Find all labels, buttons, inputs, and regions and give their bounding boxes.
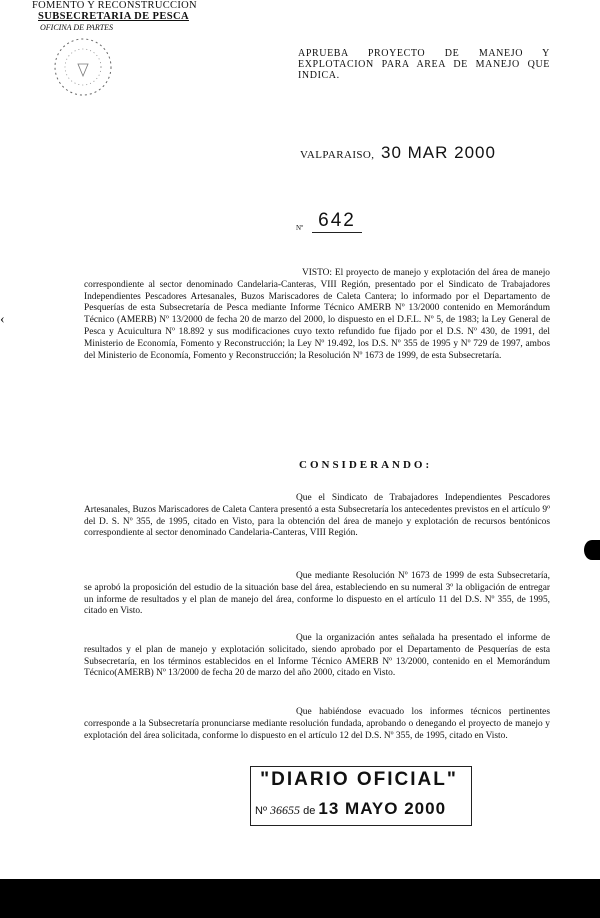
ministry-header: FOMENTO Y RECONSTRUCCION <box>32 0 197 11</box>
stamp-publication-line <box>255 799 446 819</box>
margin-mark: ‹ <box>0 312 5 327</box>
stamp-number: 36655 <box>270 803 301 817</box>
considerando-heading: CONSIDERANDO: <box>299 459 433 471</box>
official-seal-icon <box>48 34 118 100</box>
considerando-paragraph-1: Que el Sindicato de Trabajadores Independientes Pescadores Artesanales, Buzos Mariscadores de Caleta Cantera presentó a esta Subsecretaría los antecedentes previstos en el artículo 9º del D. S. Nº 355, de 1995, citado en Visto, para la obtención del área de manejo y explotación de recursos bentónicos correspondiente al sector denominado Candelaria-Canteras, VIII Región. <box>84 493 550 539</box>
considerando-paragraph-2: Que mediante Resolución Nº 1673 de 1999 de esta Subsecretaría, se aprobó la proposición del estudio de la situación base del área, estableciendo en su numeral 3º la obligación de entregar un informe de resultados y el plan de manejo del área, conforme lo dispuesto en el artículo 11 del D.S. Nº 355, de 1995, citado en Visto. <box>84 571 550 617</box>
stamp-de: de <box>303 805 316 817</box>
resolution-number: 642 <box>312 210 362 233</box>
place-label: VALPARAISO, <box>300 149 375 161</box>
stamp-title: "DIARIO OFICIAL" <box>260 769 458 790</box>
resolution-summary: APRUEBA PROYECTO DE MANEJO Y EXPLOTACION PARA AREA DE MANEJO QUE INDICA. <box>298 48 550 81</box>
visto-paragraph: VISTO: El proyecto de manejo y explotación del área de manejo correspondiente al sector denominado Candelaria-Canteras, VIII Región, presentado por el Sindicato de Trabajadores Independientes Pescadores Artesanales, Buzos Mariscadores de Caleta Cantera; lo informado por el Departamento de Pesquerías de esta Subsecretaría de Pesca mediante Informe Técnico AMERB Nº 13/2000 contenido en Memorándum Técnico (AMERB) Nº 13/2000 de fecha 20 de marzo del 2000, lo dispuesto en el D.F.L. Nº 5, de 1983; la Ley General de Pesca y Acuicultura Nº 18.892 y sus modificaciones cuyo texto refundido fue fijado por el D.S. Nº 430, de 1991, del Ministerio de Economía, Fomento y Reconstrucción; la Ley Nº 19.492, los D.S. Nº 355 de 1995 y Nº 729 de 1997, ambos del Ministerio de Economía, Fomento y Reconstrucción; la Resolución Nº 1673 de 1999, de esta Subsecretaría. <box>84 268 550 361</box>
number-label: Nº <box>296 224 304 232</box>
considerando-paragraph-4: Que habiéndose evacuado los informes técnicos pertinentes corresponde a la Subsecretaría pronunciarse mediante resolución fundada, aprobando o denegando el proyecto de manejo y explotación del área solicitada, conforme lo dispuesto en el artículo 12 del D.S. Nº 355, de 1995, citado en Visto. <box>84 707 550 741</box>
considerando-paragraph-3: Que la organización antes señalada ha presentado el informe de resultados y el plan de manejo y explotación solicitado, siendo aprobado por el Departamento de Pesquerías de esta Subsecretaría, en los términos establecidos en el Informe Técnico AMERB Nº 13/2000, contenido en el Memorándum Técnico(AMERB) Nº 13/2000 de fecha 20 de marzo del año 2000, citado en Visto. <box>84 633 550 679</box>
resolution-date: 30 MAR 2000 <box>381 143 496 162</box>
scan-bottom-border <box>0 879 600 918</box>
office-header: SUBSECRETARIA DE PESCA <box>38 11 189 22</box>
binder-hole-mark <box>584 540 600 560</box>
diario-oficial-stamp <box>250 766 472 826</box>
stamp-number-prefix: Nº <box>255 805 267 817</box>
office-subheader: OFICINA DE PARTES <box>40 23 114 32</box>
stamp-date: 13 MAYO 2000 <box>318 799 447 818</box>
